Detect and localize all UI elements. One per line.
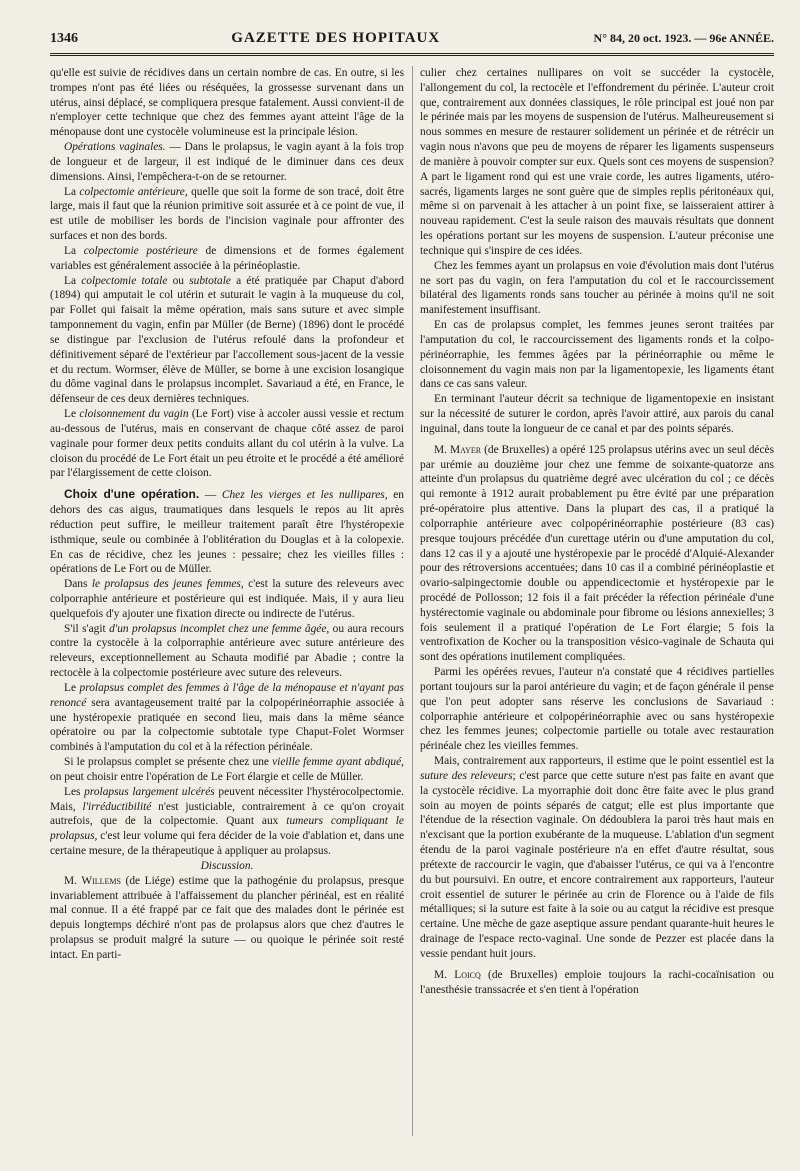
paragraph: En terminant l'auteur décrit sa technique de ligamentopexie en insistant sur la nécessité de suturer le cordon, après l'avoir attiré, aux parois du canal inguinal, dans toute la longueur de ce canal et par des points séparés. xyxy=(420,393,774,435)
article-columns xyxy=(50,66,774,1136)
paragraph: Si le prolapsus complet se présente chez une vieille femme ayant abdiqué, on peut choisir entre l'opération de Le Fort élargie et celle de Müller. xyxy=(50,756,404,783)
section-heading: Choix d'une opération. xyxy=(64,487,200,502)
paragraph: La colpectomie totale ou subtotale a été pratiquée par Chaput d'abord (1894) qui amputait le col utérin et suturait le vagin à la muqueuse du col, par Follet qui faisait la même opération, mais sans suture et avec simple tamponnement du vagin, enfin par Müller (de Berne) (1896) dont le procédé se distingue par l'exclusion de l'utérus refoulé dans la profondeur et définitivement séparé de l'extérieur par l'accollement sous-jacent de la vessie et du rectum. Wormser, élève de Müller, se borne à une excision losangique du dôme vaginal dans le prolapsus incomplet. Savariaud a été, en France, le défenseur de ces deux dernières techniques. xyxy=(50,274,404,406)
header-rule xyxy=(50,53,774,56)
paragraph: Le prolapsus complet des femmes à l'âge de la ménopause et n'ayant pas renoncé sera avantageusement traité par la colpopérinéorraphie associée à une hystéropexie pratiquée en second lieu, mais dans la même séance opératoire ou par la colpectomie subtotale type Chaput-Folet Wormser combinés à l'amputation du col et à la réfection périnéale. xyxy=(50,681,404,754)
paragraph: M. Loicq (de Bruxelles) emploie toujours la rachi-cocaïnisation ou l'anesthésie transsacrée et s'en tient à l'opération xyxy=(420,968,774,996)
paragraph: M. Mayer (de Bruxelles) a opéré 125 prolapsus utérins avec un seul décès par urémie au douzième jour chez une femme de soixante-quatorze ans atteinte d'un prolapsus du quatrième degré avec ulcération du col ; ce décès qui remonte à 1912 aurait probablement pu être évité par une préparation pré-opératoire plus attentive. Dans la plupart des cas, il a pratiqué la colporraphie antérieure avec colpopérinéorraphie postérieure (83 cas) presque toujours précédée d'un curettage utérin ou d'une amputation du col, dans 12 cas il y a ajouté une hystéropexie par le procédé d'Alquié-Alexander pour des rétroversions accentuées; dans 10 cas il a combiné périnéoplastie et ovario-salpingectomie double ou appendicectomie et hystéropexie par le procédé de Pollosson; 12 fois il a fait précéder la réfection périnéale d'une hystérectomie vaginale ou abdominale pour fibrome ou lésions annexielles; 3 fois seulement il a pratiqué l'opération de Le Fort élargie; 5 fois la ventrofixation de Kocher ou la transposition vésico-vaginale de Schauta qui sont des opérations inutilement compliquées. xyxy=(420,443,774,664)
paragraph: Choix d'une opération. — Chez les vierges et les nullipares, en dehors des cas aigus, traumatiques dans lesquels le repos au lit après réduction peut suffire, le meilleur traitement paraît être l'hystéropexie isthmique, seule ou combinée à l'oblitération du Douglas et à la colopexie. En cas de récidive, chez les jeunes : pessaire; chez les vieilles filles : opérations de Le Fort ou de Müller. xyxy=(50,487,404,576)
paragraph: culier chez certaines nullipares on voit se succéder la cystocèle, l'allongement du col, la rectocèle et l'effondrement du périnée. L'auteur croit que, contrairement aux données classiques, le rôle principal est joué non par le périnée mais par les moyens de suspension de l'utérus. Malheureusement si nous sommes en mesure de restaurer solidement un périnée et de rétrécir un vagin nous n'avons que peu de moyens de réparer les ligaments suspenseurs de manière à pouvoir compter sur eux. Quels sont ces moyens de suspension? A part le ligament rond qui est une vraie corde, les autres ligaments, utéro-sacrés, ligaments larges ne sont guère que de simples replis péritonéaux qui, même si on parvenait à les attacher à un point fixe, se laisseraient attirer à nouveau rapidement. C'est la seule raison des mauvais résultats que donnent les opérations portant sur les moyens de suspension. L'auteur préconise une technique qui s'inspire de ces idées. xyxy=(420,67,774,257)
paragraph: Opérations vaginales. — Dans le prolapsus, le vagin ayant à la fois trop de longueur et de largeur, il est indiqué de le diminuer dans ces deux dimensions. Ainsi, l'empêchera-t-on de se retourner. xyxy=(50,141,404,183)
author-name: M. Loicq xyxy=(434,968,481,981)
journal-title: GAZETTE DES HOPITAUX xyxy=(231,30,441,46)
issue-info: N° 84, 20 oct. 1923. — 96e ANNÉE. xyxy=(593,31,774,45)
page-number: 1346 xyxy=(50,31,78,46)
paragraph: Les prolapsus largement ulcérés peuvent nécessiter l'hystérocolpectomie. Mais, l'irréductibilité n'est justiciable, contrairement à ce qu'on croyait autrefois, que de la colpectomie. Quant aux tumeurs compliquant le prolapsus, c'est leur volume qui fera décider de la voie d'ablation et, dans une certaine mesure, de la thérapeutique à appliquer au prolapsus. xyxy=(50,785,404,858)
paragraph: La colpectomie postérieure de dimensions et de formes également variables est généralement associée à la périnéoplastie. xyxy=(50,244,404,272)
paragraph: qu'elle est suivie de récidives dans un certain nombre de cas. En outre, si les trompes n'ont pas été liées ou réséquées, la grossesse survenant dans un utérus, ainsi déplacé, se compliquera presque fatalement. Aussi convient-il de n'employer cette technique que chez des femmes ayant atteint l'âge de la ménopause dont une cystocèle volumineuse est la principale lésion. xyxy=(50,67,404,139)
paragraph: En cas de prolapsus complet, les femmes jeunes seront traitées par l'amputation du col, le raccourcissement des ligaments ronds et la colpo-périnéorraphie, les femmes âgées par la périnéorraphie ou même le cloisonnement du vagin mais non par la ligamentopexie, les ligaments étant dans ce cas sans valeur. xyxy=(420,319,774,391)
paragraph: Chez les femmes ayant un prolapsus en voie d'évolution mais dont l'utérus ne sort pas du vagin, on fera l'amputation du col et le raccourcissement bilatéral des ligaments ronds sans toucher au périnée à moins qu'il ne soit manifestement insuffisant. xyxy=(420,259,774,317)
author-name: M. Mayer xyxy=(434,443,482,456)
paragraph: Le cloisonnement du vagin (Le Fort) vise à accoler aussi vessie et rectum au-dessous de l'utérus, mais en conservant de chaque côté assez de paroi vaginale pour former deux petits conduits allant du col utérin à la vulve. La cloison du procédé de Le Fort était un peu étroite et le procédé a été amélioré par l'élargissement de cette cloison. xyxy=(50,408,404,480)
paragraph: La colpectomie antérieure, quelle que soit la forme de son tracé, doit être large, mais il faut que la réunion primitive soit assurée et à ce point de vue, il est utile de mobiliser les bords de l'incision vaginale pour affronter des surfaces et non des bords. xyxy=(50,185,404,243)
right-column xyxy=(420,66,774,1136)
paragraph: Dans le prolapsus des jeunes femmes, c'est la suture des releveurs avec colporraphie antérieure et postérieure qui est indiquée. Mais, il y aura lieu quelquefois d'y ajouter une fixation directe ou indirecte de l'utérus. xyxy=(50,578,404,620)
paragraph: Mais, contrairement aux rapporteurs, il estime que le point essentiel est la suture des releveurs; c'est parce que cette suture n'est pas faite en avant que la cystocèle récidive. La myorraphie doit donc être faite avec le plus grand soin au moyen de points séparés de catgut; elle est plus importante que l'étendue de la résection vaginale. On dédoublera la paroi très haut mais en n'excisant que la portion exubérante de la muqueuse. L'ablation d'un segment étendu de la paroi vaginale postérieure n'a en effet d'autre résultat, sous prétexte de raccourcir le vagin, que d'abaisser l'utérus, ce qui va à l'encontre du but poursuivi. En outre, et encore contrairement aux rapporteurs, l'auteur croit essentiel de suturer le périnée au crin de Florence ou à l'aide de fils métalliques; si la suture est faite à la soie ou au catgut la récidive est presque certaine. Une mèche de gaze aseptique assure pendant quarante-huit heures le drainage de l'espace recto-vaginal. Une sonde de Pezzer est placée dans la vessie pendant huit jours. xyxy=(420,755,774,960)
paragraph: M. Willems (de Liége) estime que la pathogénie du prolapsus, presque invariablement attribuée à l'affaissement du plancher périnéal, est en réalité mal connue. Il a été frappé par ce fait que des malades dont le périnée est depuis longtemps déchiré n'ont pas de prolapsus alors que chez d'autres le prolapsus se produit malgré la suture — ou quoique le périnée soit resté intact. En parti- xyxy=(50,874,404,961)
page-header xyxy=(50,30,774,53)
left-column xyxy=(50,66,404,1136)
author-name: M. Willems xyxy=(64,874,121,887)
paragraph: Parmi les opérées revues, l'auteur n'a constaté que 4 récidives partielles portant toujours sur la paroi antérieure du vagin; et de façon générale il pense que l'on peut adopter sans réserve les conclusions de Savariaud : colporraphie antérieure et colpopérinéorraphie avec ou sans hystéropexie chez les femmes jeunes; colpectomie partielle ou totale avec restauration périnéale chez les vieilles femmes. xyxy=(420,666,774,753)
discussion-heading: Discussion. xyxy=(200,859,254,872)
paragraph: S'il s'agit d'un prolapsus incomplet chez une femme âgée, ou aura recours contre la cystocèle à la colporraphie antérieure avec suture antérieure des releveurs, exceptionnellement au Schauta modifié par Abadie ; contre la rectocèle à la colpectomie postérieure avec suture des releveurs. xyxy=(50,622,404,680)
